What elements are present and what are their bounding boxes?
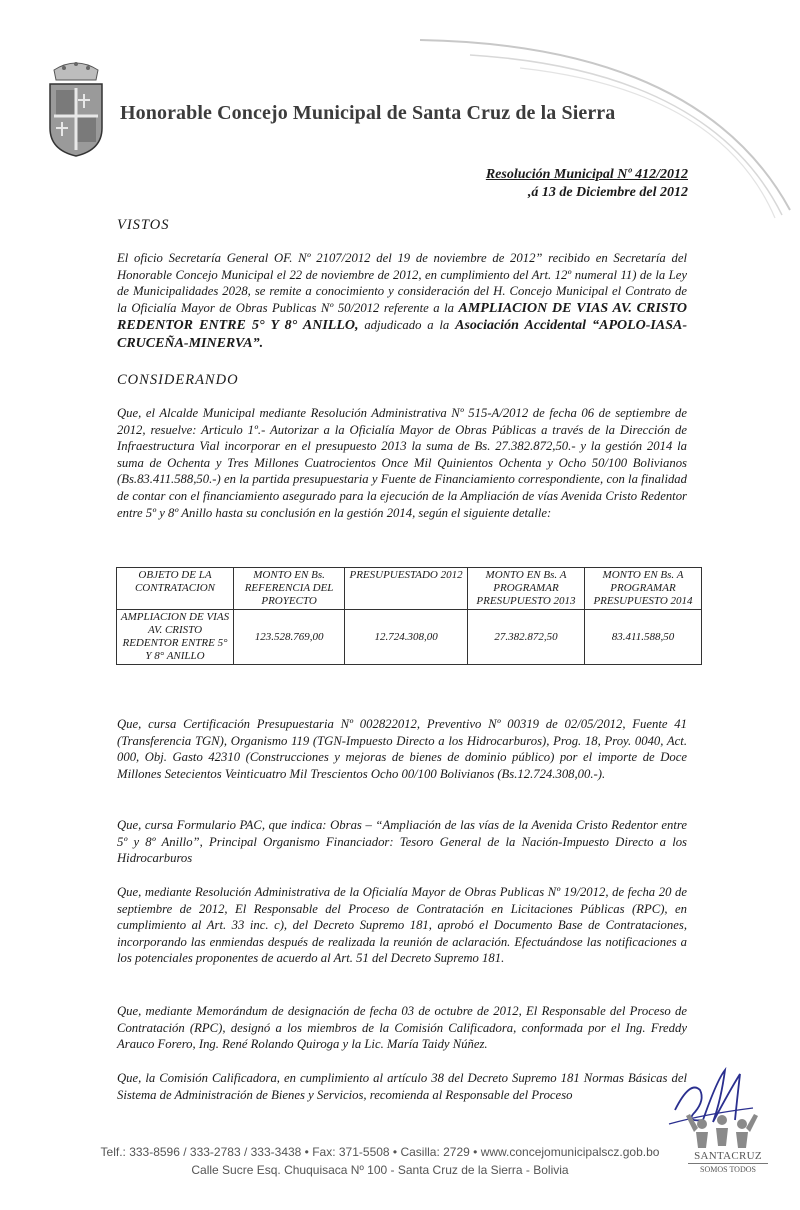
table-header-cell: MONTO EN Bs. REFERENCIA DEL PROYECTO	[234, 568, 345, 610]
table-header-cell: OBJETO DE LA CONTRATACION	[117, 568, 234, 610]
table-cell: 12.724.308,00	[345, 610, 468, 665]
logo-tagline: SOMOS TODOS	[688, 1163, 768, 1174]
adjudicado-text: adjudicado a la	[364, 318, 450, 333]
table-header-cell: MONTO EN Bs. A PROGRAMAR PRESUPUESTO 2014	[584, 568, 701, 610]
vistos-paragraph	[117, 250, 687, 353]
considerando-paragraph-1: Que, el Alcalde Municipal mediante Resolución Administrativa Nº 515-A/2012 de fecha 06 de septiembre de 2012, resuelve: Articulo 1º.- Autorizar a la Oficialía Mayor de Obras Públicas a través de la Dirección de Infraestructura Vial incorporar en el presupuesto 2013 la suma de Bs. 27.382.872,50.- y la gestión 2014 la suma de Ochenta y Tres Millones Cuatrocientos Once Mil Quinientos Ochenta y Ocho 50/100 Bolivianos (Bs.83.411.588,50.-) en la partida presupuestaria y Fuente de Financiamiento correspondiente, con la finalidad de contar con el financiamiento asegurado para la ejecución de la Ampliación de vías Avenida Cristo Redentor entre 5º y 8º Anillo hasta su conclusión en la gestión 2014, según el siguiente detalle:	[117, 406, 687, 520]
vistos-text: El oficio Secretaría General OF. Nº 2107/2012 del 19 de noviembre de 2012” recibido en Secretaría del Honorable Concejo Municipal el 22 de noviembre de 2012, en cumplimiento del Art. 12º numeral 11) de la Ley de Municipalidades 2028, se remite a conocimiento y consideración del H. Concejo Municipal el Contrato de la Oficialía Mayor de Obras Publicas Nº 50/2012 referente a la	[117, 251, 687, 315]
table-header-cell: PRESUPUESTADO 2012	[345, 568, 468, 610]
table-row	[117, 610, 702, 665]
considerando-paragraph-2: Que, cursa Certificación Presupuestaria Nº 002822012, Preventivo Nº 00319 de 02/05/2012, Fuente 41 (Transferencia TGN), Organismo 119 (TGN-Impuesto Directo a los Hidrocarburos), Prog. 18, Proy. 0040, Act. 000, Obj. Gasto 42310 (Construcciones y mejoras de bienes de dominio público) por el importe de Doce Millones Setecientos Veinticuatro Mil Trescientos Ocho 00/100 Bolivianos (Bs.12.724.308,00.-).	[117, 717, 687, 781]
resolution-date: ,á 13 de Diciembre del 2012	[527, 185, 688, 200]
council-title: Honorable Concejo Municipal de Santa Cruz de la Sierra	[120, 102, 616, 124]
resolution-number: Resolución Municipal Nº 412/2012	[485, 167, 688, 182]
footer-contact: Telf.: 333-8596 / 333-2783 / 333-3438 • Fax: 371-5508 • Casilla: 2729 • www.concejomunicipalscz.gob.bo	[100, 1145, 660, 1159]
considerando-paragraph-3: Que, cursa Formulario PAC, que indica: Obras – “Ampliación de las vías de la Avenida Cristo Redentor entre 5º y 8º Anillo”, Principal Organismo Financiador: Tesoro General de la Nación-Impuesto Directo a los Hidrocarburos	[117, 818, 687, 866]
table-cell: 27.382.872,50	[467, 610, 584, 665]
logo-name: SANTACRUZ	[694, 1150, 762, 1162]
footer	[60, 1143, 700, 1179]
santa-cruz-logo-text	[688, 1150, 768, 1174]
considerando-heading: CONSIDERANDO	[117, 372, 239, 388]
considerando-paragraph-5: Que, mediante Memorándum de designación de fecha 03 de octubre de 2012, El Responsable del Proceso de Contratación (RPC), designó a los miembros de la Comisión Calificadora, conformada por el Ing. Freddy Arauco Forero, Ing. René Rolando Quiroga y la Lic. María Taidy Núñez.	[117, 1004, 687, 1052]
resolution-block	[486, 166, 688, 202]
project-name: AMPLIACION DE VIAS AV. CRISTO REDENTOR ENTRE 5° Y 8° ANILLO,	[117, 300, 687, 334]
table-cell: 83.411.588,50	[584, 610, 701, 665]
budget-table	[116, 567, 702, 665]
table-cell: AMPLIACION DE VIAS AV. CRISTO REDENTOR ENTRE 5° Y 8° ANILLO	[117, 610, 234, 665]
considerando-paragraph-6: Que, la Comisión Calificadora, en cumplimiento al artículo 38 del Decreto Supremo 181 Normas Básicas del Sistema de Administración de Bienes y Servicios, recomienda al Responsable del Proceso	[117, 1071, 687, 1102]
association-name: Asociación Accidental “APOLO-IASA-CRUCEÑA-MINERVA”.	[117, 318, 688, 351]
coat-of-arms-icon	[44, 58, 108, 158]
considerando-paragraph-4: Que, mediante Resolución Administrativa de la Oficialía Mayor de Obras Publicas Nº 19/2012, de fecha 20 de septiembre de 2012, El Responsable del Proceso de Contratación en Licitaciones Públicas (RPC), en cumplimiento al Art. 33 inc. c), del Decreto Supremo 181, aprobó el Documento Base de Contrataciones, incorporando las enmiendas después de realizada la reunión de aclaración. Efectuándose las notificaciones a los potenciales proponentes de acuerdo al Art. 51 del Decreto Supremo 181.	[117, 885, 687, 966]
table-header-cell: MONTO EN Bs. A PROGRAMAR PRESUPUESTO 2013	[467, 568, 584, 610]
table-header-row	[117, 568, 702, 610]
footer-address: Calle Sucre Esq. Chuquisaca Nº 100 - Santa Cruz de la Sierra - Bolivia	[191, 1163, 569, 1177]
vistos-heading: VISTOS	[117, 217, 170, 233]
table-cell: 123.528.769,00	[234, 610, 345, 665]
